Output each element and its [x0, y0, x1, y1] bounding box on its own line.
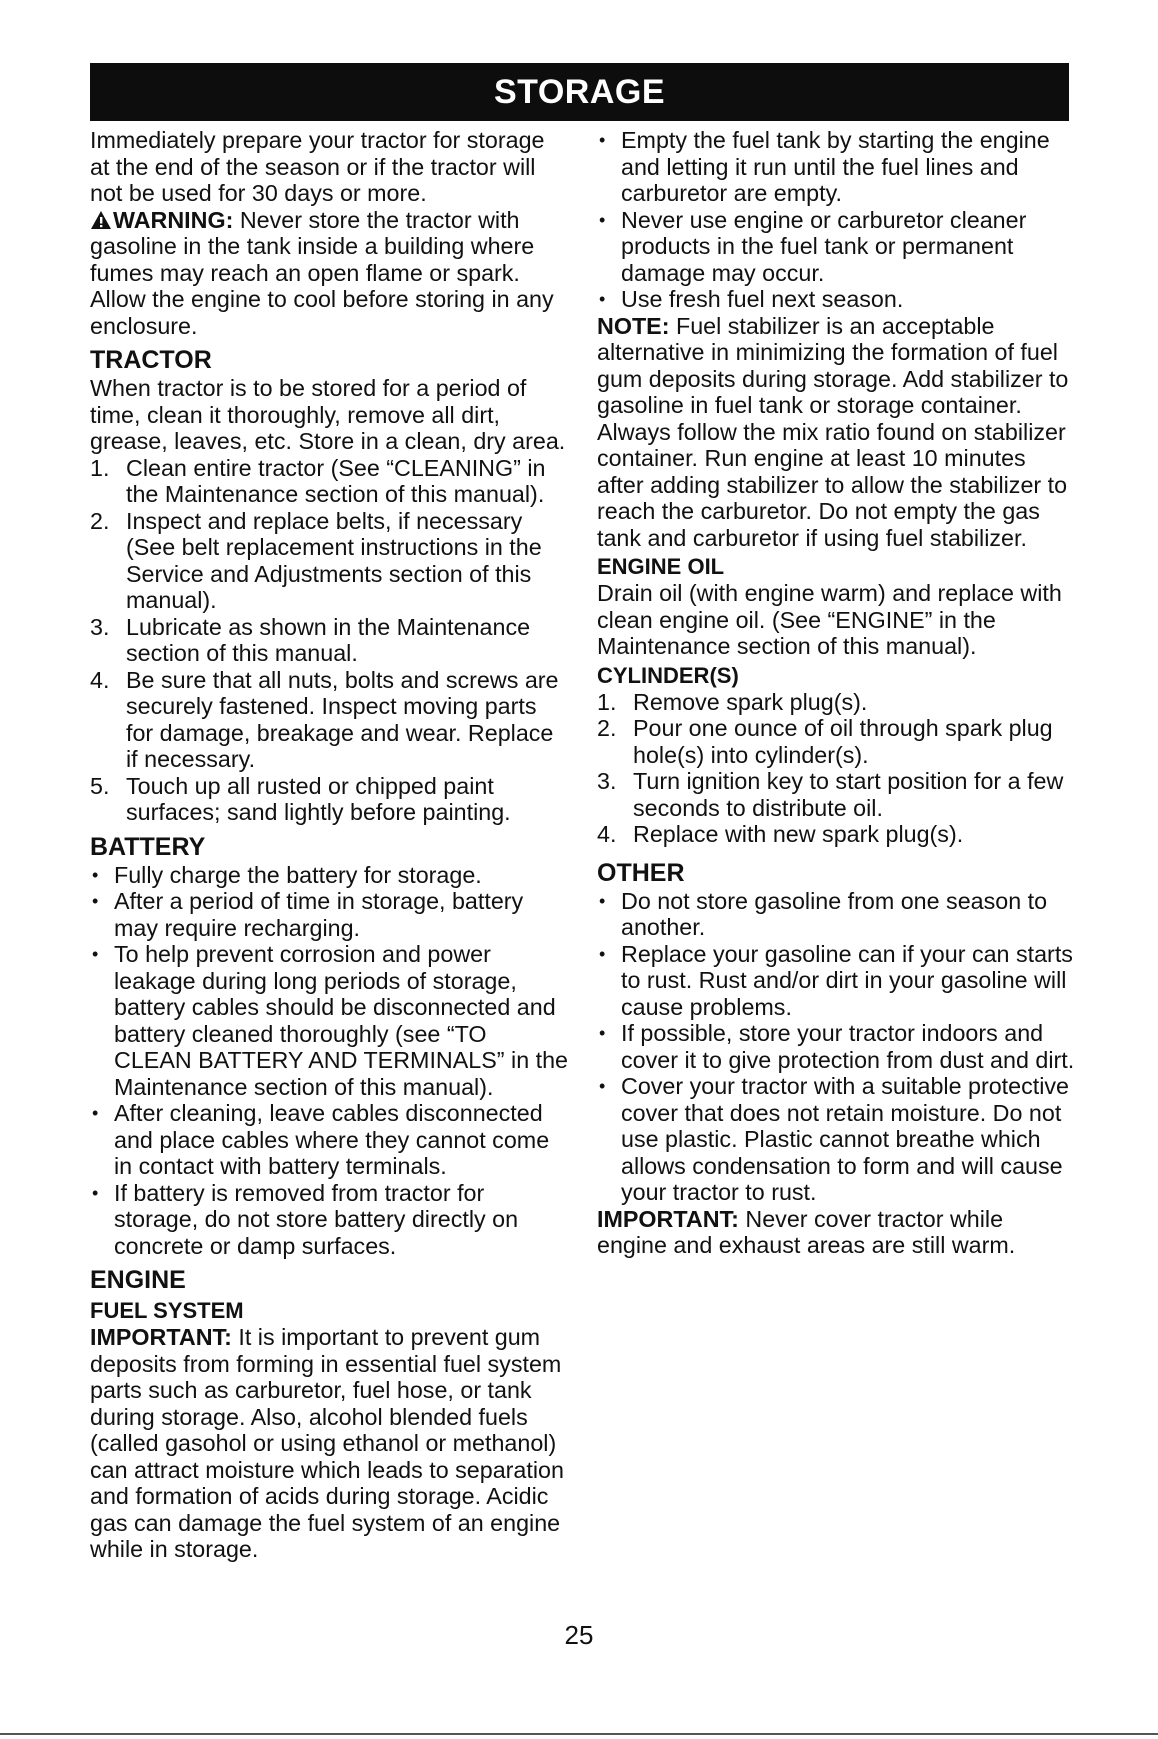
note-label: NOTE:: [597, 312, 670, 339]
list-item: • Use fresh fuel next season.: [597, 286, 1077, 313]
list-item: • Never use engine or carburetor cleaner products in the fuel tank or permanent damage may occur.: [597, 207, 1077, 287]
right-column: [597, 127, 1077, 1259]
warning-icon: [90, 209, 112, 229]
intro-text: Immediately prepare your tractor for storage at the end of the season or if the tractor will not be used for 30 days or more. WARNING: Never store the tractor with gasoline in the tank inside a building where fumes may reach an open flame or spark. Allow the engine to cool before storing in any enclosure.: [90, 127, 554, 339]
list-item: 5. Touch up all rusted or chipped paint surfaces; sand lightly before painting.: [90, 772, 511, 825]
cylinders-heading: CYLINDER(S): [597, 662, 739, 688]
tractor-heading: TRACTOR: [90, 346, 212, 374]
list-item: • Fully charge the battery for storage.: [90, 862, 568, 889]
list-item: • After a period of time in storage, battery may require recharging.: [90, 888, 568, 941]
list-item: 1. Remove spark plug(s).: [597, 688, 868, 715]
list-item: 3. Turn ignition key to start position for a few seconds to distribute oil.: [597, 768, 1064, 821]
other-heading: OTHER: [597, 858, 685, 887]
other-important: [597, 1206, 1077, 1259]
important-label: IMPORTANT:: [90, 1324, 232, 1350]
battery-heading: BATTERY: [90, 832, 206, 861]
battery-list: [90, 862, 568, 1260]
page-title: STORAGE: [493, 72, 665, 111]
list-item: • If possible, store your tractor indoors and cover it to give protection from dust and dirt.: [597, 1020, 1077, 1073]
fuel-important-text: It is important to prevent gum deposits from forming in essential fuel system parts such as carburetor, fuel hose, or tank during storage. Also, alcohol blended fuels (called gasohol or using ethanol or methanol) can attract moisture which leads to separation and formation of acids during storage. Acidic gas can damage the fuel system of an engine while in storage.: [90, 1324, 564, 1562]
page-number: 25: [564, 1620, 594, 1650]
list-item: 4. Be sure that all nuts, bolts and screws are securely fastened. Inspect moving parts for damage, breakage and wear. Replace if necessary.: [90, 666, 559, 772]
cylinder-steps: [597, 689, 1077, 848]
list-item: • To help prevent corrosion and power leakage during long periods of storage, battery cables should be disconnected and battery cleaned thoroughly (see “TO CLEAN BATTERY AND TERMINALS” in the Maintenance section of this manual).: [90, 941, 568, 1100]
engine-oil-text: Drain oil (with engine warm) and replace with clean engine oil. (See “ENGINE” in the Maintenance section of this manual).: [597, 580, 1062, 659]
fuel-list: [597, 127, 1077, 313]
tractor-steps: [90, 455, 568, 826]
list-item: • Empty the fuel tank by starting the engine and letting it run until the fuel lines and carburetor are empty.: [597, 127, 1077, 207]
list-item: 3. Lubricate as shown in the Maintenance section of this manual.: [90, 613, 531, 666]
engine-oil-heading: ENGINE OIL: [597, 554, 725, 579]
list-item: • After cleaning, leave cables disconnected and place cables where they cannot come in contact with battery terminals.: [90, 1100, 568, 1180]
important-label: IMPORTANT:: [597, 1205, 739, 1232]
header-bar: [90, 63, 1069, 121]
list-item: • If battery is removed from tractor for storage, do not store battery directly on concrete or damp surfaces.: [90, 1180, 568, 1260]
list-item: • Cover your tractor with a suitable protective cover that does not retain moisture. Do not use plastic. Plastic cannot breathe which allows condensation to form and will cause your tractor to rust.: [597, 1073, 1077, 1206]
note-text: Fuel stabilizer is an acceptable alternative in minimizing the formation of fuel gum deposits during storage. Add stabilizer to gasoline in fuel tank or storage container. Always follow the mix ratio found on stabilizer container. Run engine at least 10 minutes after adding stabilizer to allow the stabilizer to reach the carburetor. Do not empty the gas tank and carburetor if using fuel stabilizer.: [597, 312, 1069, 551]
warning-label: WARNING:: [113, 206, 234, 233]
list-item: 4. Replace with new spark plug(s).: [597, 821, 964, 847]
bottom-divider: [0, 1733, 1158, 1735]
tractor-intro: When tractor is to be stored for a period of time, clean it thoroughly, remove all dirt, grease, leaves, etc. Store in a clean, dry area.: [90, 375, 566, 454]
list-item: 1. Clean entire tractor (See “CLEANING” in the Maintenance section of this manual).: [90, 454, 546, 507]
fuel-system-heading: FUEL SYSTEM: [90, 1298, 244, 1323]
fuel-important: [90, 1324, 568, 1563]
engine-heading: ENGINE: [90, 1266, 186, 1294]
other-list: [597, 888, 1077, 1206]
list-item: 2. Pour one ounce of oil through spark plug hole(s) into cylinder(s).: [597, 715, 1053, 768]
left-column: [90, 127, 568, 1563]
other-important-text: Never cover tractor while engine and exhaust areas are still warm.: [597, 1205, 1016, 1258]
list-item: • Replace your gasoline can if your can starts to rust. Rust and/or dirt in your gasoline will cause problems.: [597, 941, 1077, 1021]
list-item: 2. Inspect and replace belts, if necessary (See belt replacement instructions in the Service and Adjustments section of this manual).: [90, 507, 542, 613]
warning-text: Never store the tractor with gasoline in the tank inside a building where fumes may reach an open flame or spark. Allow the engine to cool before storing in any enclosure.: [90, 206, 554, 339]
fuel-note: [597, 313, 1077, 552]
list-item: • Do not store gasoline from one season to another.: [597, 888, 1077, 941]
